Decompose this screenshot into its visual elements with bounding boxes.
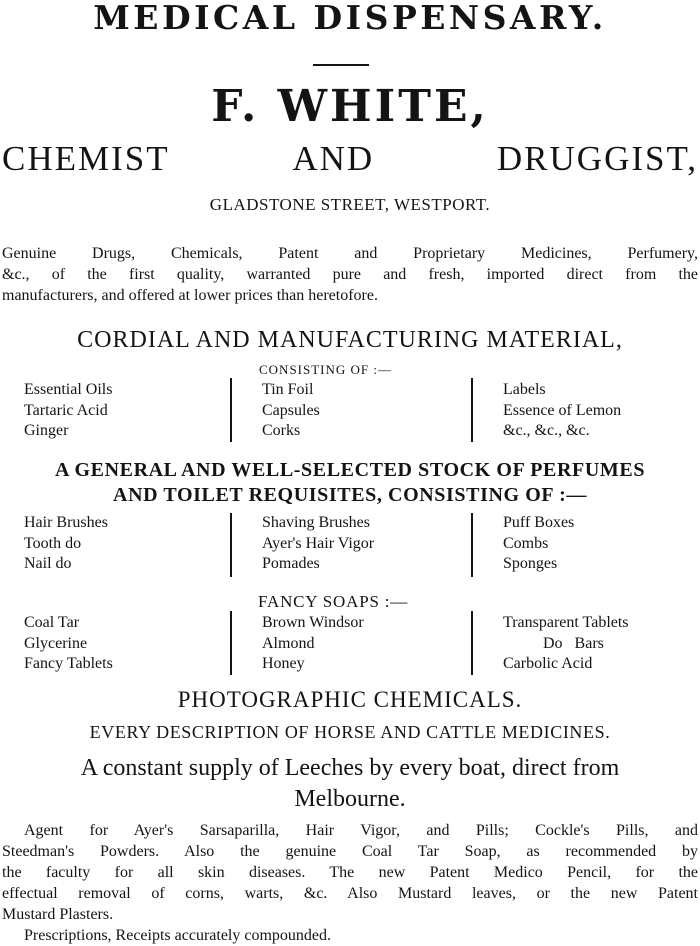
agent-line: effectual removal of corns, warts, &c. Also Mustard leaves, or the new Patent bbox=[2, 885, 698, 902]
prescriptions-line: Prescriptions, Receipts accurately compounded. bbox=[24, 927, 332, 944]
photographic-heading: PHOTOGRAPHIC CHEMICALS. bbox=[177, 687, 523, 712]
list-item: Capsules bbox=[262, 401, 320, 419]
perfumes-column-2 bbox=[262, 513, 374, 575]
list-item: Transparent Tablets bbox=[503, 614, 629, 631]
list-item: Tin Foil bbox=[262, 381, 314, 398]
leeches-line-2: Melbourne. bbox=[294, 786, 406, 812]
list-item: Honey bbox=[262, 655, 305, 672]
soaps-column-1 bbox=[24, 613, 113, 675]
divider-rule bbox=[313, 64, 369, 66]
cordial-consisting-label: CONSISTING OF :— bbox=[259, 362, 393, 377]
intro-line: &c., of the first quality, warranted pure and fresh, imported direct from the bbox=[2, 266, 698, 283]
list-item: Glycerine bbox=[24, 634, 88, 652]
horse-heading: EVERY DESCRIPTION OF HORSE AND CATTLE MEDICINES. bbox=[89, 722, 611, 742]
list-item: Tartaric Acid bbox=[24, 401, 108, 419]
cordial-column-3 bbox=[503, 380, 621, 442]
perfumes-heading-line-1: A GENERAL AND WELL-SELECTED STOCK OF PERFUMES bbox=[54, 459, 646, 481]
soaps-column-2 bbox=[262, 613, 364, 675]
list-item: Sponges bbox=[503, 555, 558, 572]
list-item: Coal Tar bbox=[24, 614, 80, 631]
intro-paragraph bbox=[2, 243, 698, 306]
trade-line bbox=[0, 138, 700, 180]
column-divider bbox=[471, 611, 473, 675]
column-divider bbox=[230, 611, 232, 675]
list-item: Nail do bbox=[24, 555, 72, 572]
trade-word-2: AND bbox=[292, 139, 375, 178]
list-item: &c., &c., &c. bbox=[503, 422, 590, 439]
agent-line: Mustard Plasters. bbox=[2, 906, 114, 923]
list-item: Do Bars bbox=[543, 634, 604, 652]
cordial-heading: CORDIAL AND MANUFACTURING MATERIAL, bbox=[77, 327, 623, 353]
list-item: Puff Boxes bbox=[503, 514, 575, 531]
list-item: Fancy Tablets bbox=[24, 655, 113, 672]
soaps-heading: FANCY SOAPS :— bbox=[258, 592, 409, 611]
intro-line: Genuine Drugs, Chemicals, Patent and Proprietary Medicines, Perfumery, bbox=[2, 245, 698, 262]
page-title: MEDICAL DISPENSARY. bbox=[93, 0, 607, 37]
leeches-line-1: A constant supply of Leeches by every boat, direct from bbox=[80, 755, 620, 781]
list-item: Tooth do bbox=[24, 534, 82, 552]
perfumes-column-3 bbox=[503, 513, 574, 575]
proprietor-name: F. WHITE, bbox=[211, 81, 489, 132]
list-item: Shaving Brushes bbox=[262, 514, 370, 531]
agent-line: the faculty for all skin diseases. The new Patent Medico Pencil, for the bbox=[2, 864, 698, 881]
list-item: Essence of Lemon bbox=[503, 401, 622, 419]
list-item: Almond bbox=[262, 634, 315, 652]
cordial-column-1 bbox=[24, 380, 112, 442]
perfumes-column-1 bbox=[24, 513, 108, 575]
soaps-column-3 bbox=[503, 613, 629, 675]
trade-word-1: CHEMIST bbox=[2, 139, 170, 178]
cordial-column-2 bbox=[262, 380, 320, 442]
intro-line: manufacturers, and offered at lower prices than heretofore. bbox=[2, 287, 378, 304]
agent-paragraph bbox=[2, 820, 698, 946]
list-item: Corks bbox=[262, 422, 301, 439]
list-item: Ayer's Hair Vigor bbox=[262, 534, 375, 552]
perfumes-heading-line-2: AND TOILET REQUISITES, CONSISTING OF :— bbox=[113, 484, 587, 506]
address: GLADSTONE STREET, WESTPORT. bbox=[209, 195, 491, 214]
column-divider bbox=[230, 513, 232, 577]
list-item: Pomades bbox=[262, 555, 320, 572]
list-item: Combs bbox=[503, 534, 549, 552]
agent-line: Steedman's Powders. Also the genuine Coal Tar Soap, as recommended by bbox=[2, 843, 698, 860]
list-item: Labels bbox=[503, 381, 546, 398]
list-item: Essential Oils bbox=[24, 381, 113, 398]
list-item: Hair Brushes bbox=[24, 514, 108, 531]
list-item: Carbolic Acid bbox=[503, 655, 593, 672]
trade-word-3: DRUGGIST, bbox=[496, 139, 698, 178]
column-divider bbox=[471, 378, 473, 442]
agent-line: Agent for Ayer's Sarsaparilla, Hair Vigor, and Pills; Cockle's Pills, and bbox=[24, 822, 698, 839]
list-item: Brown Windsor bbox=[262, 614, 364, 631]
column-divider bbox=[471, 513, 473, 577]
column-divider bbox=[230, 378, 232, 442]
list-item: Ginger bbox=[24, 422, 69, 439]
